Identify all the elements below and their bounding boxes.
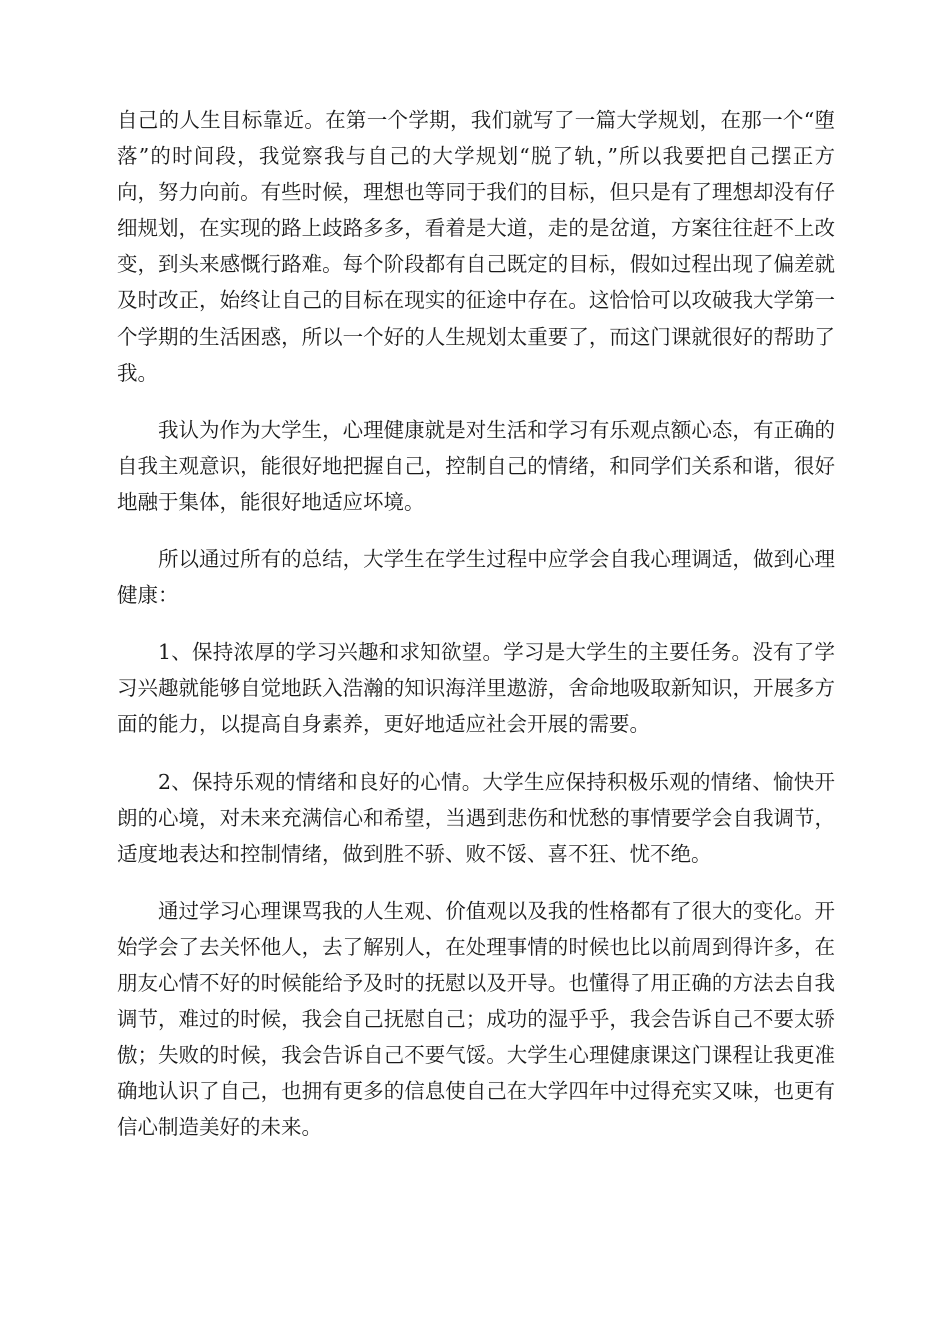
paragraph-conclusion: 通过学习心理课骂我的人生观、价值观以及我的性格都有了很大的变化。开始学会了去关怀他人，去了解别人，在处理事情的时候也比以前周到得许多，在朋友心情不好的时候能给予及时的抚慰以及开导。也懂得了用正确的方法去自我调节，难过的时候，我会自己抚慰自己；成功的湿乎乎，我会告诉自己不要太骄傲；失败的时候，我会告诉自己不要气馁。大学生心理健康课这门课程让我更准确地认识了自己，也拥有更多的信息使自己在大学四年中过得充实又味，也更有信心制造美好的未来。 [117, 898, 835, 1140]
document-page [117, 102, 835, 1145]
paragraph-point-2-optimism: 2、保持乐观的情绪和良好的心情。大学生应保持积极乐观的情绪、愉快开朗的心境，对未来充满信心和希望，当遇到悲伤和忧愁的事情要学会自我调节，适度地表达和控制情绪，做到胜不骄、败不馁、喜不狂、忧不绝。 [117, 769, 835, 866]
paragraph-life-planning: 自己的人生目标靠近。在第一个学期，我们就写了一篇大学规划，在那一个“堕落”的时间段，我觉察我与自己的大学规划“脱了轨，”所以我要把自己摆正方向，努力向前。有些时候，理想也等同于我们的目标，但只是有了理想却没有仔细规划，在实现的路上歧路多多，看着是大道，走的是岔道，方案往往赶不上改变，到头来感慨行路难。每个阶段都有自己既定的目标，假如过程出现了偏差就及时改正，始终让自己的目标在现实的征途中存在。这恰恰可以攻破我大学第一个学期的生活困惑，所以一个好的人生规划太重要了，而这门课就很好的帮助了我。 [117, 108, 835, 385]
paragraph-summary-intro: 所以通过所有的总结，大学生在学生过程中应学会自我心理调适，做到心理健康： [117, 547, 835, 608]
paragraph-point-1-learning-interest: 1、保持浓厚的学习兴趣和求知欲望。学习是大学生的主要任务。没有了学习兴趣就能够自觉地跃入浩瀚的知识海洋里遨游，舍命地吸取新知识，开展多方面的能力，以提高自身素养，更好地适应社会开展的需要。 [117, 640, 835, 737]
paragraph-mental-health-definition: 我认为作为大学生，心理健康就是对生活和学习有乐观点额心态，有正确的自我主观意识，能很好地把握自己，控制自己的情绪，和同学们关系和谐，很好地融于集体，能很好地适应坏境。 [117, 417, 835, 514]
